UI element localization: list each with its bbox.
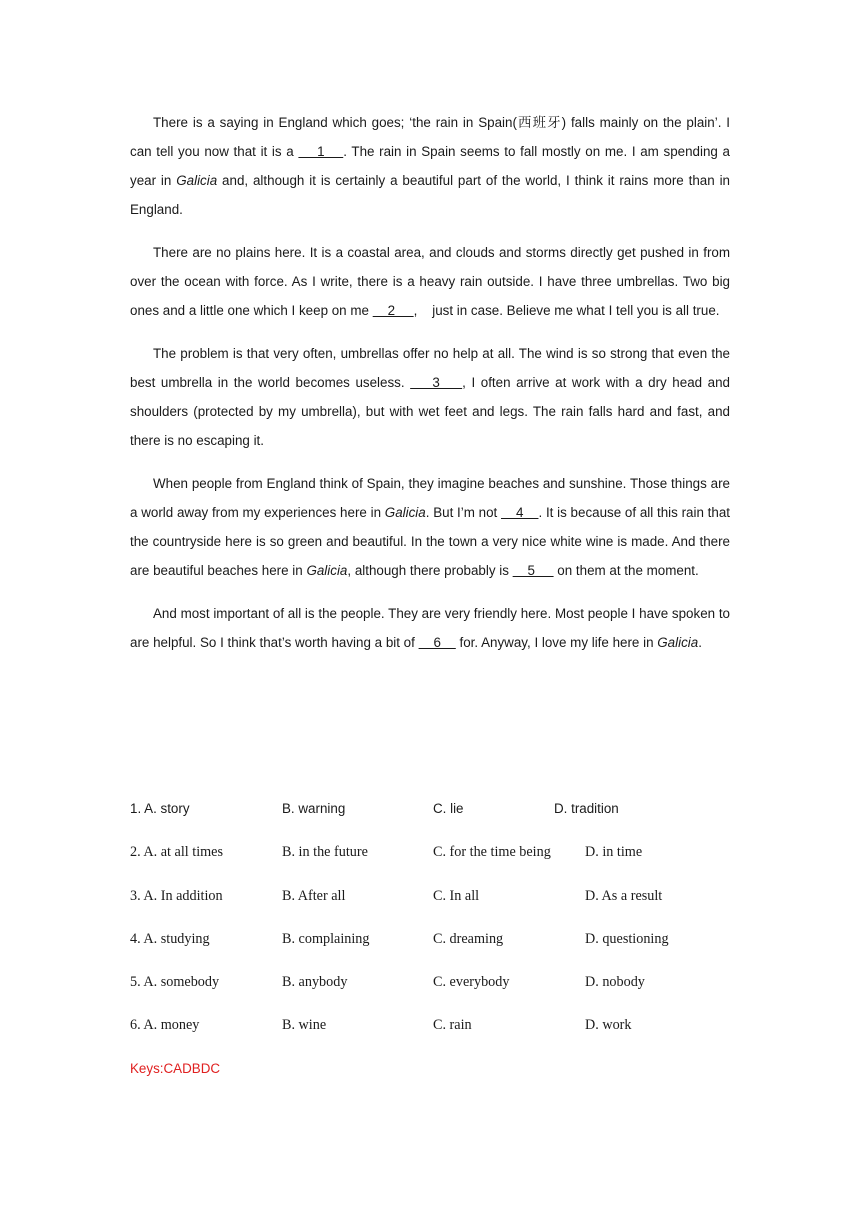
text: , although there probably is	[347, 563, 513, 578]
blank-2: 2	[372, 303, 414, 318]
question-row	[130, 1017, 750, 1060]
place-name: Galicia	[306, 563, 348, 578]
text: There is a saying in England which goes; ‘the rain in Spain(西班牙) falls mainly on the plain’. I can tell you now that it is a	[130, 115, 730, 159]
text: . The rain in Spain seems to fall mostly on me. I am spending a year in	[130, 144, 730, 188]
option-d: D. work	[585, 1017, 632, 1034]
passage	[130, 108, 730, 671]
option-b: B. After all	[282, 887, 346, 904]
question-row	[130, 974, 750, 1017]
option-d: D. nobody	[585, 974, 645, 991]
text: And most important of all is the people. They are very friendly here. Most people I have spoken to are helpful. So I think that’s worth having a bit of	[130, 606, 730, 650]
option-b: B. in the future	[282, 844, 368, 861]
option-d: D. in time	[585, 844, 643, 861]
option-c: C. for the time being	[433, 844, 551, 861]
paragraph-2	[130, 238, 730, 325]
option-a: 5. A. somebody	[130, 974, 220, 991]
text: and, although it is certainly a beautiful part of the world, I think it rains more than in England.	[130, 173, 730, 217]
option-a: 1. A. story	[130, 801, 190, 816]
option-d: D. questioning	[585, 930, 669, 947]
text: The problem is that very often, umbrellas offer no help at all. The wind is so strong that even the best umbrella in the world becomes useless.	[130, 346, 730, 390]
blank-4: 4	[501, 505, 539, 520]
option-c: C. dreaming	[433, 930, 504, 947]
text: for. Anyway, I love my life here in	[455, 635, 658, 650]
option-c: C. everybody	[433, 974, 510, 991]
option-b: B. warning	[282, 801, 346, 816]
question-row	[130, 931, 750, 974]
paragraph-3	[130, 339, 730, 455]
option-c: C. rain	[433, 1017, 472, 1034]
question-row	[130, 844, 750, 887]
question-row	[130, 801, 750, 844]
option-d: D. tradition	[554, 801, 619, 816]
text: on them at the moment.	[553, 563, 699, 578]
place-name: Galicia	[176, 173, 218, 188]
option-b: B. anybody	[282, 974, 348, 991]
text: There are no plains here. It is a coastal area, and clouds and storms directly get pushed in from over the ocean with force. As I write, there is a heavy rain outside. I have three umbrellas. Two big ones and a little one which I keep on me	[130, 245, 730, 318]
option-c: C. lie	[433, 801, 464, 816]
option-a: 3. A. In addition	[130, 887, 223, 904]
text: When people from England think of Spain, they imagine beaches and sunshine. Those things are a world away from my experiences here in	[130, 476, 730, 520]
blank-3: 3	[410, 375, 463, 390]
place-name: Galicia	[384, 505, 426, 520]
text: , just in case. Believe me what I tell you is all true.	[413, 303, 720, 318]
option-a: 2. A. at all times	[130, 844, 223, 861]
blank-1: 1	[298, 144, 344, 159]
option-a: 4. A. studying	[130, 930, 210, 947]
paragraph-5	[130, 599, 730, 657]
question-row	[130, 888, 750, 931]
blank-6: 6	[418, 635, 456, 650]
place-name: Galicia	[657, 635, 699, 650]
blank-5: 5	[512, 563, 554, 578]
text: . But I’m not	[425, 505, 502, 520]
option-a: 6. A. money	[130, 1017, 200, 1034]
text: .	[698, 635, 702, 650]
text: , I often arrive at work with a dry head and shoulders (protected by my umbrella), but with wet feet and legs. The rain falls hard and fast, and there is no escaping it.	[130, 375, 731, 448]
option-b: B. wine	[282, 1017, 327, 1034]
option-d: D. As a result	[585, 887, 663, 904]
paragraph-4	[130, 469, 730, 585]
option-c: C. In all	[433, 887, 480, 904]
paragraph-1	[130, 108, 730, 224]
answer-keys: Keys:CADBDC	[130, 1061, 221, 1076]
text: . It is because of all this rain that the countryside here is so green and beautiful. In the town a very nice white wine is made. And there are beautiful beaches here in	[130, 505, 730, 578]
option-b: B. complaining	[282, 930, 370, 947]
question-options	[130, 801, 750, 1061]
